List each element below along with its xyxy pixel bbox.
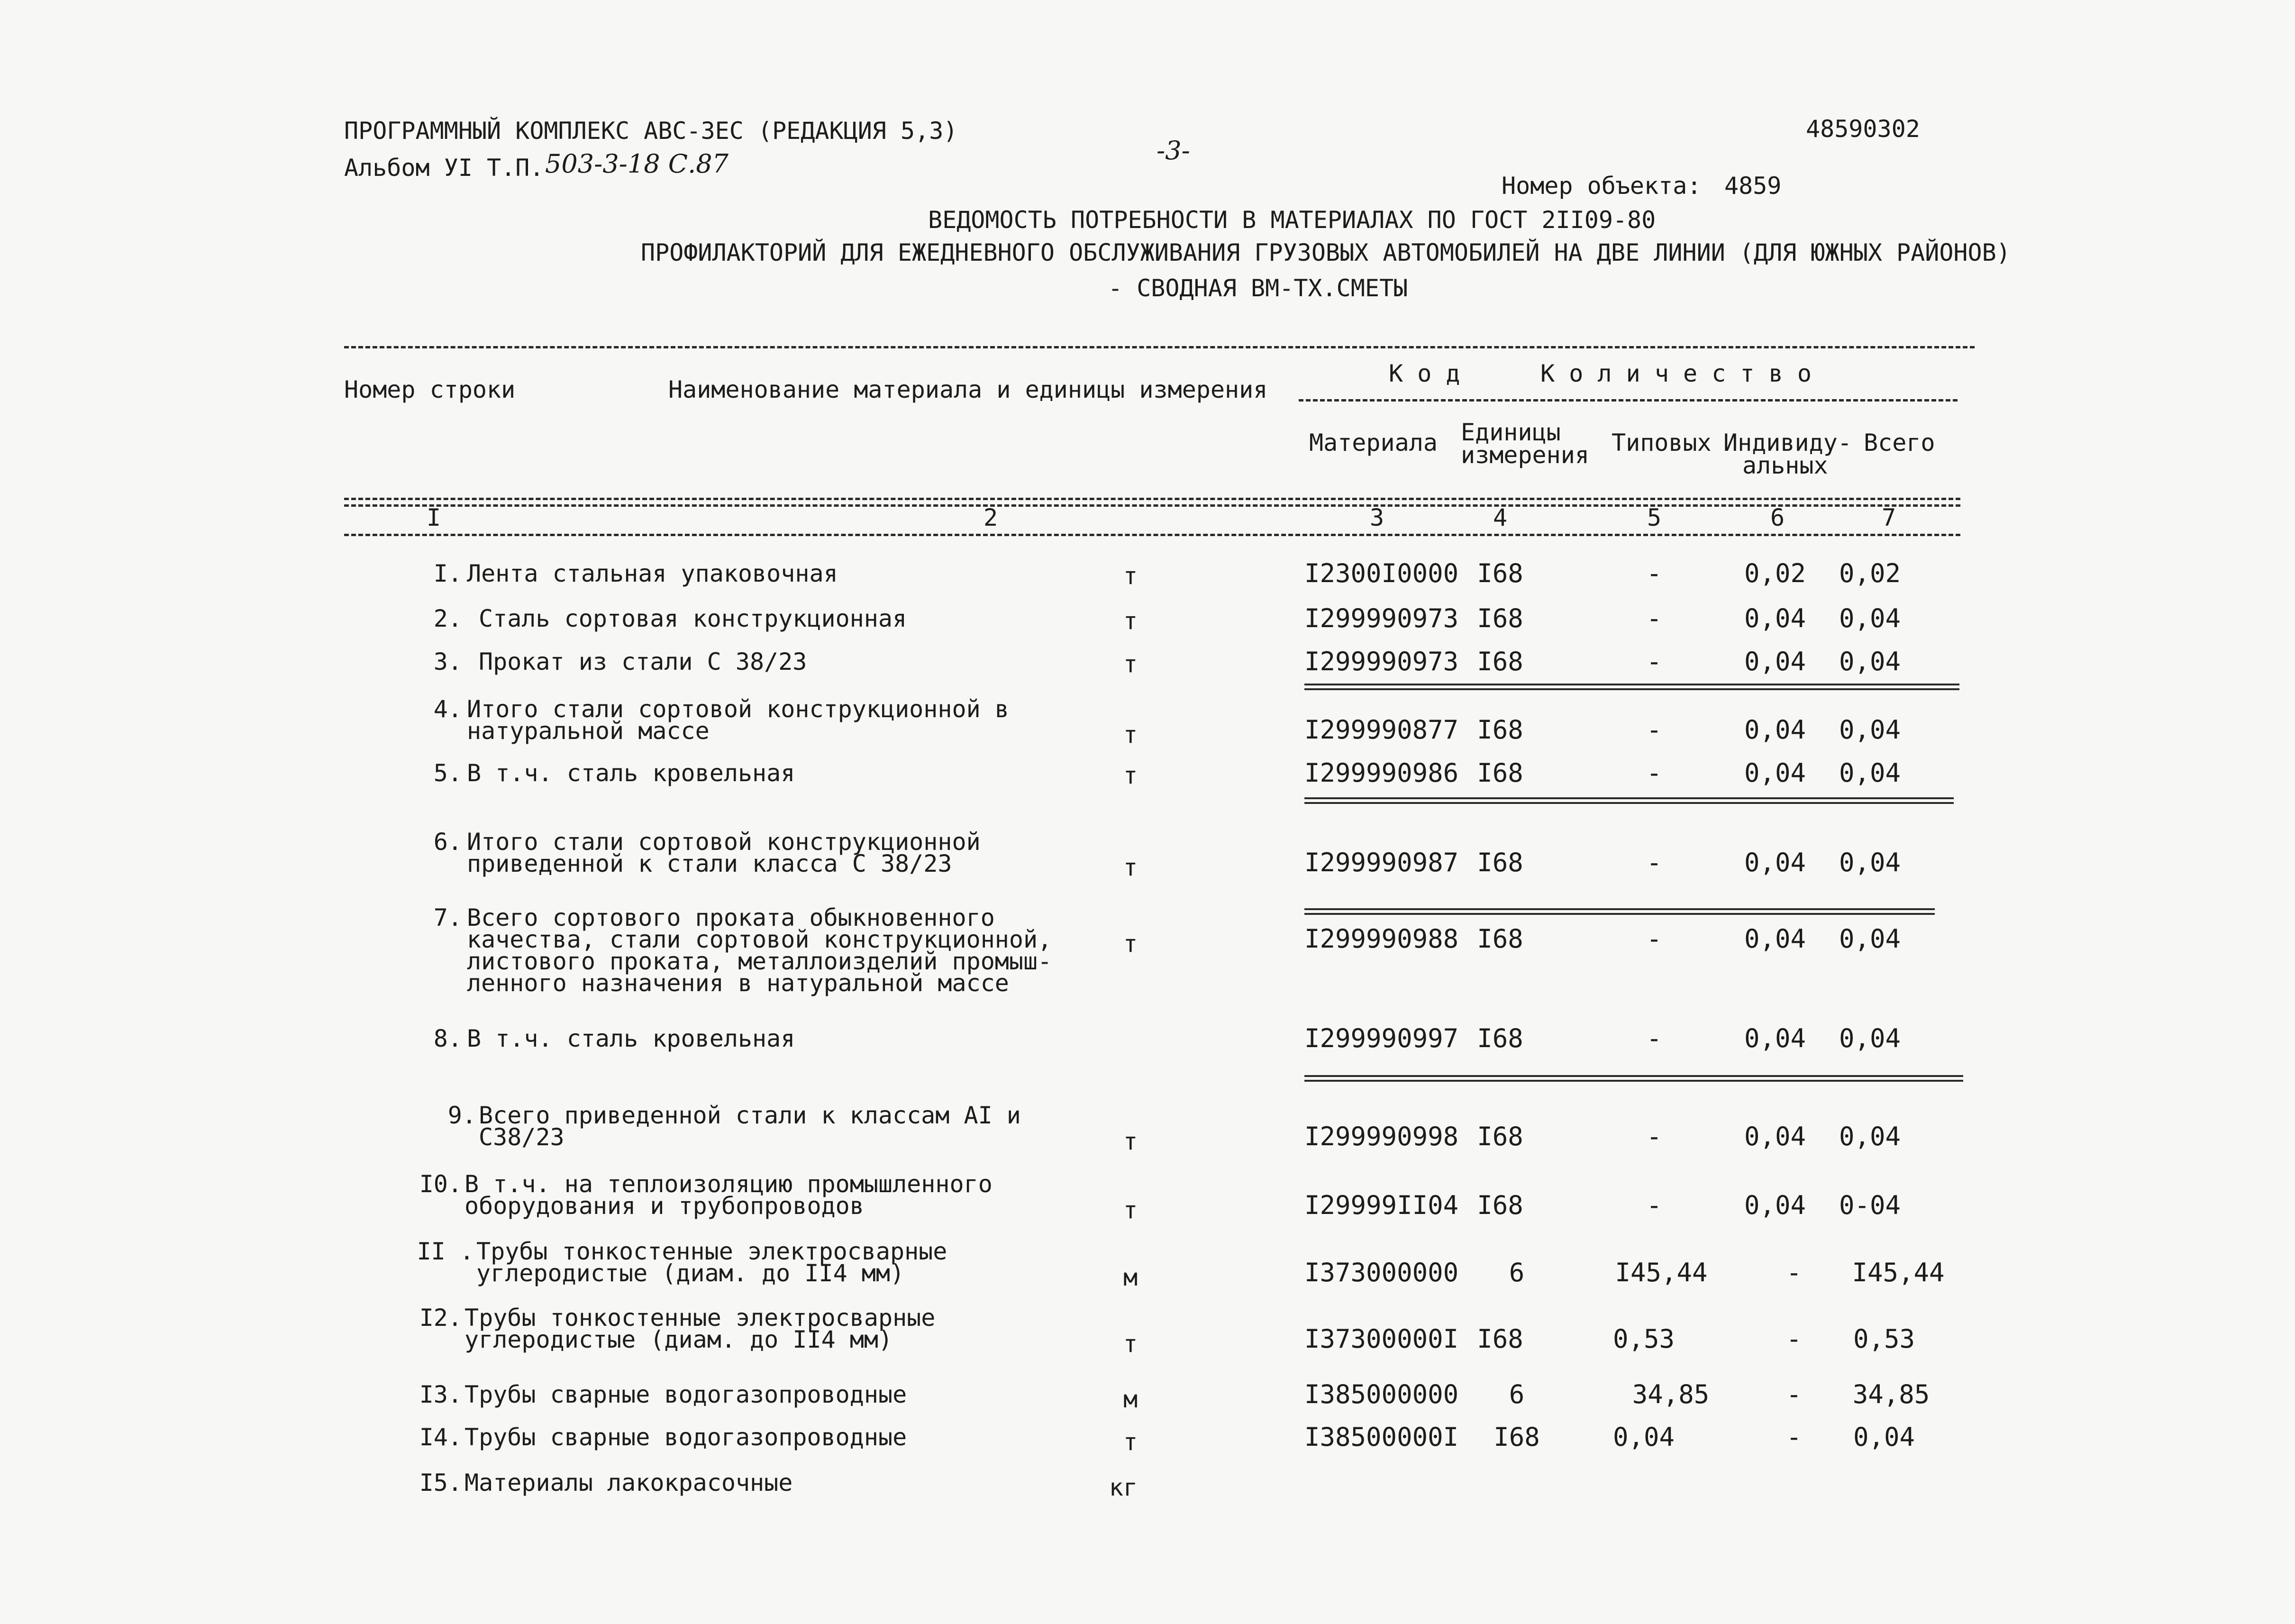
col-number: 5 — [1647, 504, 1662, 531]
qty-total: 0,04 — [1839, 1122, 1901, 1151]
material-code: I299990988 — [1304, 924, 1459, 954]
row-number: I5. — [419, 1469, 462, 1496]
col-header-name: Наименование материала и единицы измерения — [668, 376, 1268, 403]
qty-typical: - — [1646, 715, 1662, 745]
unit: т — [1123, 1128, 1138, 1155]
material-code: I29999II04 — [1304, 1190, 1459, 1220]
col-header-row-number: Номер строки — [344, 376, 516, 403]
unit-code: I68 — [1477, 603, 1523, 633]
unit-code: I68 — [1477, 1324, 1523, 1354]
qty-typical: 0,04 — [1612, 1422, 1675, 1452]
col-number: 3 — [1369, 504, 1384, 531]
document-code: 48590302 — [1806, 115, 1920, 143]
qty-typical: - — [1646, 558, 1662, 588]
qty-total: 0,04 — [1839, 924, 1901, 954]
album-label: Альбом УI Т.П. — [344, 154, 544, 182]
row-number: I0. — [419, 1170, 462, 1198]
col-number: 4 — [1493, 504, 1508, 531]
row-number: I4. — [419, 1423, 462, 1451]
object-number-label: Номер объекта: — [1502, 172, 1702, 200]
qty-individual: 0,04 — [1744, 715, 1806, 745]
material-code: I37300000I — [1304, 1324, 1459, 1354]
unit: т — [1123, 1330, 1138, 1358]
row-number: II . — [417, 1238, 474, 1265]
program-title: ПРОГРАММНЫЙ КОМПЛЕКС АВС-ЗЕС (РЕДАКЦИЯ 5,3) — [344, 117, 958, 145]
material-name: Трубы тонкостенные электросварные углеродистые (диам. до II4 мм) — [476, 1238, 947, 1287]
row-number: 5. — [433, 759, 462, 787]
unit: т — [1123, 562, 1138, 590]
col-header-typical: Типовых — [1612, 429, 1712, 456]
material-name: Трубы тонкостенные электросварные углеродистые (диам. до II4 мм) — [464, 1304, 936, 1353]
material-name: Итого стали сортовой конструкционной приведенной к стали класса С 38/23 — [467, 828, 981, 877]
qty-typical: - — [1646, 647, 1662, 676]
col-number: I — [426, 504, 441, 531]
qty-typical: 0,53 — [1612, 1324, 1675, 1354]
material-name: Итого стали сортовой конструкционной в натуральной массе — [467, 695, 1009, 745]
row-number: 4. — [433, 695, 462, 723]
document-subtitle: ПРОФИЛАКТОРИЙ ДЛЯ ЕЖЕДНЕВНОГО ОБСЛУЖИВАНИЯ ГРУЗОВЫХ АВТОМОБИЛЕЙ НА ДВЕ ЛИНИИ (ДЛЯ ЮЖНЫХ РАЙОНОВ) — [641, 239, 2011, 266]
qty-typical: - — [1646, 1122, 1662, 1151]
table-top-rule — [344, 346, 1975, 348]
col-header-code: К о д — [1389, 360, 1460, 387]
qty-individual: 0,04 — [1744, 758, 1806, 788]
unit: т — [1123, 854, 1138, 881]
qty-individual: - — [1786, 1324, 1802, 1354]
qty-total: 0,04 — [1839, 1023, 1901, 1053]
qty-total: 0-04 — [1839, 1190, 1901, 1220]
subtotal-rule — [1304, 1075, 1963, 1082]
unit: т — [1123, 930, 1138, 958]
subtotal-rule — [1304, 797, 1954, 804]
col-header-individual-1: Индивиду- — [1723, 429, 1852, 456]
row-number: I2. — [419, 1304, 462, 1332]
row-number: 6. — [433, 828, 462, 856]
col-number: 2 — [983, 504, 998, 531]
material-name: В т.ч. сталь кровельная — [467, 1025, 795, 1052]
subtotal-rule — [1304, 684, 1959, 690]
unit-code: I68 — [1477, 715, 1523, 745]
unit: кг — [1109, 1474, 1138, 1501]
qty-individual: 0,04 — [1744, 603, 1806, 633]
unit-code: I68 — [1477, 924, 1523, 954]
unit-code: I68 — [1477, 848, 1523, 877]
album-handwritten-code: 503-3-18 С.87 — [545, 149, 729, 179]
material-name: Сталь сортовая конструкционная — [479, 605, 907, 632]
material-name: Всего приведенной стали к классам АI и С38/23 — [479, 1102, 1021, 1151]
material-code: I2300I0000 — [1304, 558, 1459, 588]
qty-total: 0,04 — [1839, 848, 1901, 877]
material-code: I385000000 — [1304, 1379, 1459, 1409]
unit: т — [1123, 1196, 1138, 1224]
material-code: I299990997 — [1304, 1023, 1459, 1053]
material-name: Трубы сварные водогазопроводные — [464, 1423, 907, 1451]
material-name: В т.ч. сталь кровельная — [467, 759, 795, 787]
material-name: Лента стальная упаковочная — [467, 560, 838, 587]
subtotal-rule — [1304, 908, 1935, 915]
material-name: Всего сортового проката обыкновенного качества, стали сортовой конструкционной, листового проката, металлоизделий промыш- ленного назначения в натуральной массе — [467, 904, 1052, 997]
row-number: 7. — [433, 904, 462, 931]
unit-code: I68 — [1494, 1422, 1540, 1452]
qty-total: 34,85 — [1852, 1379, 1930, 1409]
material-code: I299990987 — [1304, 848, 1459, 877]
page-number: -3- — [1157, 136, 1190, 165]
object-number: 4859 — [1724, 172, 1782, 200]
qty-typical: - — [1646, 848, 1662, 877]
qty-typical: - — [1646, 603, 1662, 633]
material-code: I38500000I — [1304, 1422, 1459, 1452]
col-header-individual-2: альных — [1742, 452, 1828, 479]
qty-individual: 0,04 — [1744, 1023, 1806, 1053]
qty-total: 0,53 — [1853, 1324, 1915, 1354]
row-number: 9. — [447, 1102, 476, 1129]
unit: т — [1123, 762, 1138, 789]
material-code: I299990998 — [1304, 1122, 1459, 1151]
row-number: I3. — [419, 1381, 462, 1408]
qty-total: I45,44 — [1852, 1258, 1945, 1287]
document-title: ВЕДОМОСТЬ ПОТРЕБНОСТИ В МАТЕРИАЛАХ ПО ГОСТ 2II09-80 — [928, 206, 1656, 234]
qty-individual: 0,04 — [1744, 647, 1806, 676]
unit-code: I68 — [1477, 1190, 1523, 1220]
unit: т — [1123, 1428, 1138, 1456]
qty-typical: - — [1646, 1190, 1662, 1220]
unit: м — [1123, 1264, 1138, 1291]
col-number-rule — [344, 534, 1960, 536]
col-number: 7 — [1881, 504, 1896, 531]
qty-typical: - — [1646, 758, 1662, 788]
col-number: 6 — [1770, 504, 1785, 531]
unit-code: I68 — [1477, 647, 1523, 676]
qty-total: 0,04 — [1839, 715, 1901, 745]
col-header-quantity: К о л и ч е с т в о — [1540, 360, 1812, 387]
material-code: I299990877 — [1304, 715, 1459, 745]
unit: м — [1123, 1386, 1138, 1413]
unit-code: I68 — [1477, 1122, 1523, 1151]
qty-typical: - — [1646, 1023, 1662, 1053]
qty-typical: 34,85 — [1632, 1379, 1710, 1409]
qty-individual: 0,02 — [1744, 558, 1806, 588]
row-number: 3. — [433, 648, 462, 675]
qty-total: 0,04 — [1839, 758, 1901, 788]
col-header-material: Материала — [1309, 429, 1438, 456]
material-code: I373000000 — [1304, 1258, 1459, 1287]
qty-individual: 0,04 — [1744, 1190, 1806, 1220]
unit: т — [1123, 650, 1138, 678]
unit-code: I68 — [1477, 1023, 1523, 1053]
row-number: I. — [433, 560, 462, 587]
qty-individual: 0,04 — [1744, 848, 1806, 877]
qty-total: 0,04 — [1839, 647, 1901, 676]
header-bottom-rule — [344, 498, 1960, 500]
material-name: Трубы сварные водогазопроводные — [464, 1381, 907, 1408]
row-number: 8. — [433, 1025, 462, 1052]
qty-total: 0,04 — [1853, 1422, 1915, 1452]
qty-individual: 0,04 — [1744, 924, 1806, 954]
col-header-total: Всего — [1864, 429, 1935, 456]
unit-code: I68 — [1477, 558, 1523, 588]
qty-total: 0,04 — [1839, 603, 1901, 633]
qty-total: 0,02 — [1839, 558, 1901, 588]
material-name: Материалы лакокрасочные — [464, 1469, 793, 1496]
qty-individual: 0,04 — [1744, 1122, 1806, 1151]
qty-typical: - — [1646, 924, 1662, 954]
qty-individual: - — [1786, 1379, 1802, 1409]
material-name: Прокат из стали С 38/23 — [479, 648, 807, 675]
unit-code: 6 — [1509, 1379, 1525, 1409]
material-code: I299990973 — [1304, 647, 1459, 676]
header-bottom-rule-2 — [344, 504, 1960, 507]
unit: т — [1123, 721, 1138, 748]
unit: т — [1123, 607, 1138, 635]
row-number: 2. — [433, 605, 462, 632]
col-header-units-1: Единицы — [1461, 419, 1561, 446]
unit-code: 6 — [1509, 1258, 1525, 1287]
col-header-units-2: измерения — [1461, 441, 1589, 469]
unit-code: I68 — [1477, 758, 1523, 788]
material-name: В т.ч. на теплоизоляцию промышленного оборудования и трубопроводов — [464, 1170, 993, 1220]
document-subtitle-2: - СВОДНАЯ ВМ-ТХ.СМЕТЫ — [1108, 274, 1408, 302]
material-code: I299990986 — [1304, 758, 1459, 788]
qty-individual: - — [1786, 1258, 1802, 1287]
qty-individual: - — [1786, 1422, 1802, 1452]
material-code: I299990973 — [1304, 603, 1459, 633]
header-group-rule — [1299, 399, 1958, 401]
qty-typical: I45,44 — [1615, 1258, 1708, 1287]
